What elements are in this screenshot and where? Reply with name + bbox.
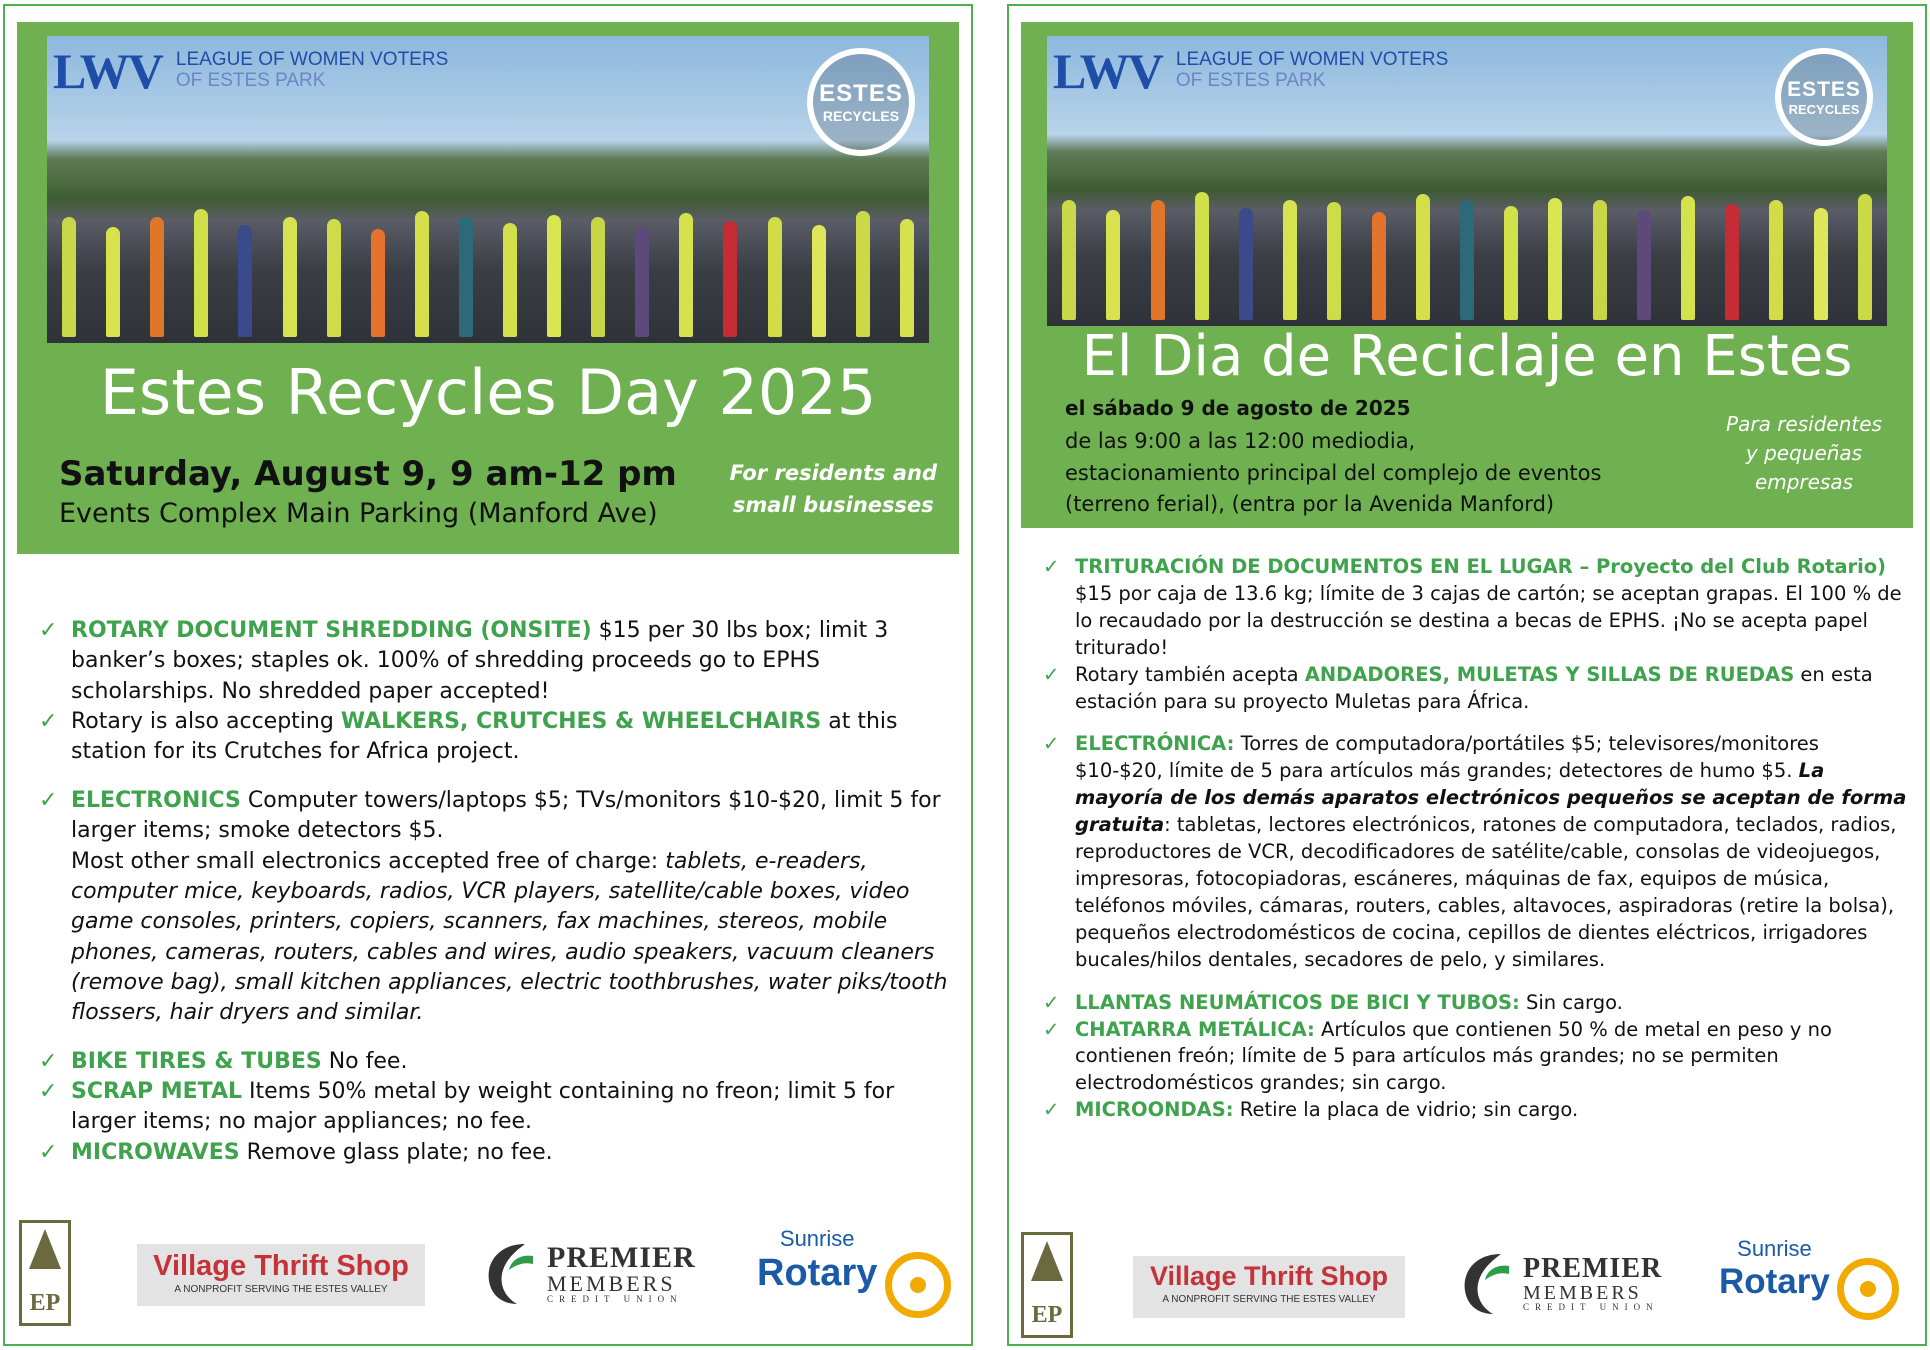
premier-line2: MEMBERS: [547, 1270, 676, 1296]
item-pre: Rotary también acepta: [1075, 662, 1305, 686]
event-title: El Dia de Reciclaje en Estes: [1081, 324, 1853, 389]
item-tail: : tabletas, lectores electrónicos, ratones de computadora, teclados, radios, reproductores de VCR, decodificadores de satélite/cable, consolas de videojuegos, impresoras, fotocopiadoras, escáneres, máquinas de fax, equipos de música, teléfonos móviles, cámaras, routers, cables, altavoces, aspiradoras (retire la bolsa), pequeños electrodomésticos de cocina, cepillos de dientes eléctricos, irrigadores bucales/hilos dentales, secadores de pelo, y similares.: [1075, 813, 1897, 971]
rotary-label: Rotary: [757, 1252, 878, 1294]
volunteer-group-photo: [47, 36, 929, 343]
check-icon: ✓: [39, 618, 58, 643]
ep-logo: [19, 1220, 71, 1326]
list-item: [35, 1077, 951, 1138]
premier-line1: PREMIER: [547, 1240, 696, 1274]
audience-line3: empresas: [1754, 470, 1854, 494]
audience-line2: small businesses: [732, 492, 934, 517]
audience-line2: y pequeñas: [1745, 441, 1863, 465]
english-flyer: [3, 4, 973, 1346]
sunrise-label: Sunrise: [1737, 1236, 1812, 1261]
list-item: [1039, 990, 1911, 1017]
list-item: [35, 786, 951, 1029]
village-thrift-name: Village Thrift Shop: [153, 1250, 409, 1282]
item-text: en esta estación para su proyecto Muletas para África.: [1075, 662, 1873, 713]
premier-swoosh-icon: [1457, 1248, 1511, 1318]
badge-line2: RECYCLES: [822, 108, 900, 124]
item-heading: ELECTRONICS: [71, 787, 241, 813]
item-text: Retire la placa de vidrio; sin cargo.: [1233, 1098, 1579, 1122]
item-heading: MICROWAVES: [71, 1139, 240, 1165]
list-item: [35, 616, 951, 707]
list-item: [35, 1047, 951, 1077]
village-thrift-tag: A NONPROFIT SERVING THE ESTES VALLEY: [1162, 1293, 1376, 1305]
items-list: [1039, 554, 1911, 1124]
tree-icon: [29, 1229, 61, 1269]
audience-line1: Para residentes: [1726, 412, 1882, 436]
check-icon: ✓: [39, 709, 58, 735]
event-title: Estes Recycles Day 2025: [99, 356, 877, 429]
premier-line3: CREDIT UNION: [547, 1293, 683, 1304]
village-thrift-logo: [1133, 1256, 1405, 1318]
item-text: Computer towers/laptops $5; TVs/monitors $10-$20, limit 5 for larger items; smoke detectors $5.: [71, 787, 941, 844]
rotary-label: Rotary: [1719, 1262, 1830, 1301]
check-icon: ✓: [39, 1079, 58, 1105]
list-item: [1039, 662, 1911, 716]
item-text: at this station for its Crutches for Africa project.: [71, 709, 898, 765]
village-thrift-name: Village Thrift Shop: [1149, 1261, 1389, 1291]
premier-members-logo: [481, 1238, 696, 1308]
sunrise-label: Sunrise: [779, 1226, 855, 1251]
premier-members-logo: [1457, 1248, 1662, 1318]
estes-recycles-badge: [807, 48, 915, 156]
item-pre: Rotary is also accepting: [71, 709, 341, 735]
date-time: Saturday, August 9, 9 am-12 pm: [59, 454, 677, 494]
item-text: Remove glass plate; no fee.: [239, 1139, 553, 1165]
location: Events Complex Main Parking (Manford Ave): [59, 498, 658, 529]
spanish-flyer: [1007, 4, 1927, 1346]
header-banner: [17, 22, 959, 554]
item-text: Sin cargo.: [1519, 990, 1623, 1014]
list-item: [35, 1138, 951, 1168]
rotary-wheel-icon: [885, 1252, 951, 1318]
list-item: [1039, 1017, 1911, 1098]
check-icon: ✓: [1043, 662, 1060, 686]
check-icon: ✓: [39, 787, 58, 813]
sponsor-logos: [1009, 1232, 1925, 1332]
check-icon: ✓: [1043, 732, 1060, 756]
check-icon: ✓: [1043, 990, 1060, 1014]
lwv-logo: [1053, 43, 1449, 99]
audience: [730, 458, 937, 521]
lwv-mark: LWV: [53, 43, 162, 99]
item-heading: CHATARRA METÁLICA:: [1075, 1017, 1315, 1041]
volunteer-group-photo: [1047, 36, 1887, 326]
date: el sábado 9 de agosto de 2025: [1065, 396, 1411, 420]
check-icon: ✓: [1043, 555, 1060, 578]
sponsor-logos: [5, 1220, 971, 1320]
org-sub: OF ESTES PARK: [1175, 70, 1326, 91]
list-item: [1039, 1097, 1911, 1124]
premier-line3: CREDIT UNION: [1523, 1301, 1659, 1312]
time: de las 9:00 a las 12:00 mediodia,: [1065, 429, 1416, 453]
lwv-mark: LWV: [1053, 43, 1162, 99]
sunrise-rotary-logo: [757, 1226, 877, 1295]
org-name: LEAGUE OF WOMEN VOTERS: [1175, 49, 1449, 71]
check-icon: ✓: [39, 1048, 58, 1074]
item-heading: LLANTAS NEUMÁTICOS DE BICI Y TUBOS:: [1075, 990, 1520, 1014]
ep-mark: EP: [29, 1290, 61, 1316]
item-heading: WALKERS, CRUTCHES & WHEELCHAIRS: [340, 709, 822, 735]
item-heading: BIKE TIRES & TUBES: [71, 1048, 322, 1074]
audience: [1709, 410, 1899, 497]
item-heading: ANDADORES, MULETAS Y SILLAS DE RUEDAS: [1304, 662, 1795, 686]
item-heading: TRITURACIÓN DE DOCUMENTOS EN EL LUGAR – Proyecto del Club Rotario): [1075, 555, 1887, 578]
item-extra: Most other small electronics accepted free of charge:: [71, 848, 666, 874]
check-icon: ✓: [39, 1139, 58, 1165]
list-item: [1039, 554, 1911, 662]
list-item: [1039, 731, 1911, 973]
village-thrift-logo: [137, 1244, 425, 1306]
badge-line2: RECYCLES: [1788, 101, 1860, 117]
premier-line2: MEMBERS: [1523, 1281, 1642, 1304]
lwv-logo: [53, 43, 449, 99]
sunrise-rotary-logo: [1719, 1236, 1830, 1302]
ep-mark: EP: [1031, 1302, 1063, 1328]
header-banner: [1021, 22, 1913, 528]
ep-logo: [1021, 1232, 1073, 1338]
crowd: [1047, 170, 1887, 320]
estes-recycles-badge: [1775, 48, 1873, 146]
crowd: [47, 187, 929, 337]
org-sub: OF ESTES PARK: [175, 70, 326, 91]
tree-icon: [1031, 1241, 1063, 1281]
audience-line1: For residents and: [729, 461, 937, 485]
item-text: Torres de computadora/portátiles $5; televisores/monitores $10-$20, límite de 5 para artículos más grandes; detectores de humo $5.: [1075, 732, 1819, 783]
item-text: $15 por caja de 13.6 kg; límite de 3 cajas de cartón; se aceptan grapas. El 100 % de lo recaudado por la destrucción se destina a becas de EPHS. ¡No se acepta papel triturado!: [1075, 581, 1902, 659]
check-icon: ✓: [1043, 1017, 1060, 1041]
location2: (terreno ferial), (entra por la Avenida Manford): [1065, 492, 1555, 516]
item-extra-italic: tablets, e-readers, computer mice, keyboards, radios, VCR players, satellite/cable boxes, video game consoles, printers, copiers, scanners, fax machines, stereos, mobile phones, cameras, routers, cables and wires, audio speakers, vacuum cleaners (remove bag), small kitchen appliances, electric toothbrushes, water piks/tooth flossers, hair dryers and similar.: [71, 848, 948, 1026]
item-heading: ELECTRÓNICA:: [1075, 732, 1235, 756]
list-item: [35, 707, 951, 768]
item-heading: SCRAP METAL: [71, 1079, 243, 1105]
item-heading: ROTARY DOCUMENT SHREDDING (ONSITE): [71, 618, 592, 643]
village-thrift-tag: A NONPROFIT SERVING THE ESTES VALLEY: [174, 1284, 388, 1296]
item-text: $15 per 30 lbs box; limit 3 banker’s boxes; staples ok. 100% of shredding proceeds go to EPHS scholarships. No shredded paper accepted!: [71, 618, 889, 704]
items-list: [35, 616, 951, 1168]
premier-line1: PREMIER: [1523, 1252, 1663, 1284]
badge-line1: ESTES: [819, 80, 903, 107]
item-text: Items 50% metal by weight containing no freon; limit 5 for larger items; no major appliances; no fee.: [71, 1079, 895, 1135]
time-location: [1065, 426, 1601, 521]
location1: estacionamiento principal del complejo de eventos: [1065, 460, 1602, 485]
item-heading: MICROONDAS:: [1075, 1098, 1234, 1122]
org-name: LEAGUE OF WOMEN VOTERS: [175, 49, 449, 71]
item-bold-italic: La mayoría de los demás aparatos electrónicos pequeños se aceptan de forma gratuita: [1075, 759, 1907, 837]
check-icon: ✓: [1043, 1098, 1060, 1122]
premier-swoosh-icon: [481, 1238, 535, 1308]
item-text: Artículos que contienen 50 % de metal en peso y no contienen freón; límite de 5 para artículos más grandes; no se permiten electrodomésticos grandes; sin cargo.: [1075, 1017, 1832, 1095]
item-text: No fee.: [321, 1048, 408, 1074]
rotary-wheel-icon: [1837, 1258, 1899, 1320]
badge-line1: ESTES: [1787, 77, 1861, 101]
